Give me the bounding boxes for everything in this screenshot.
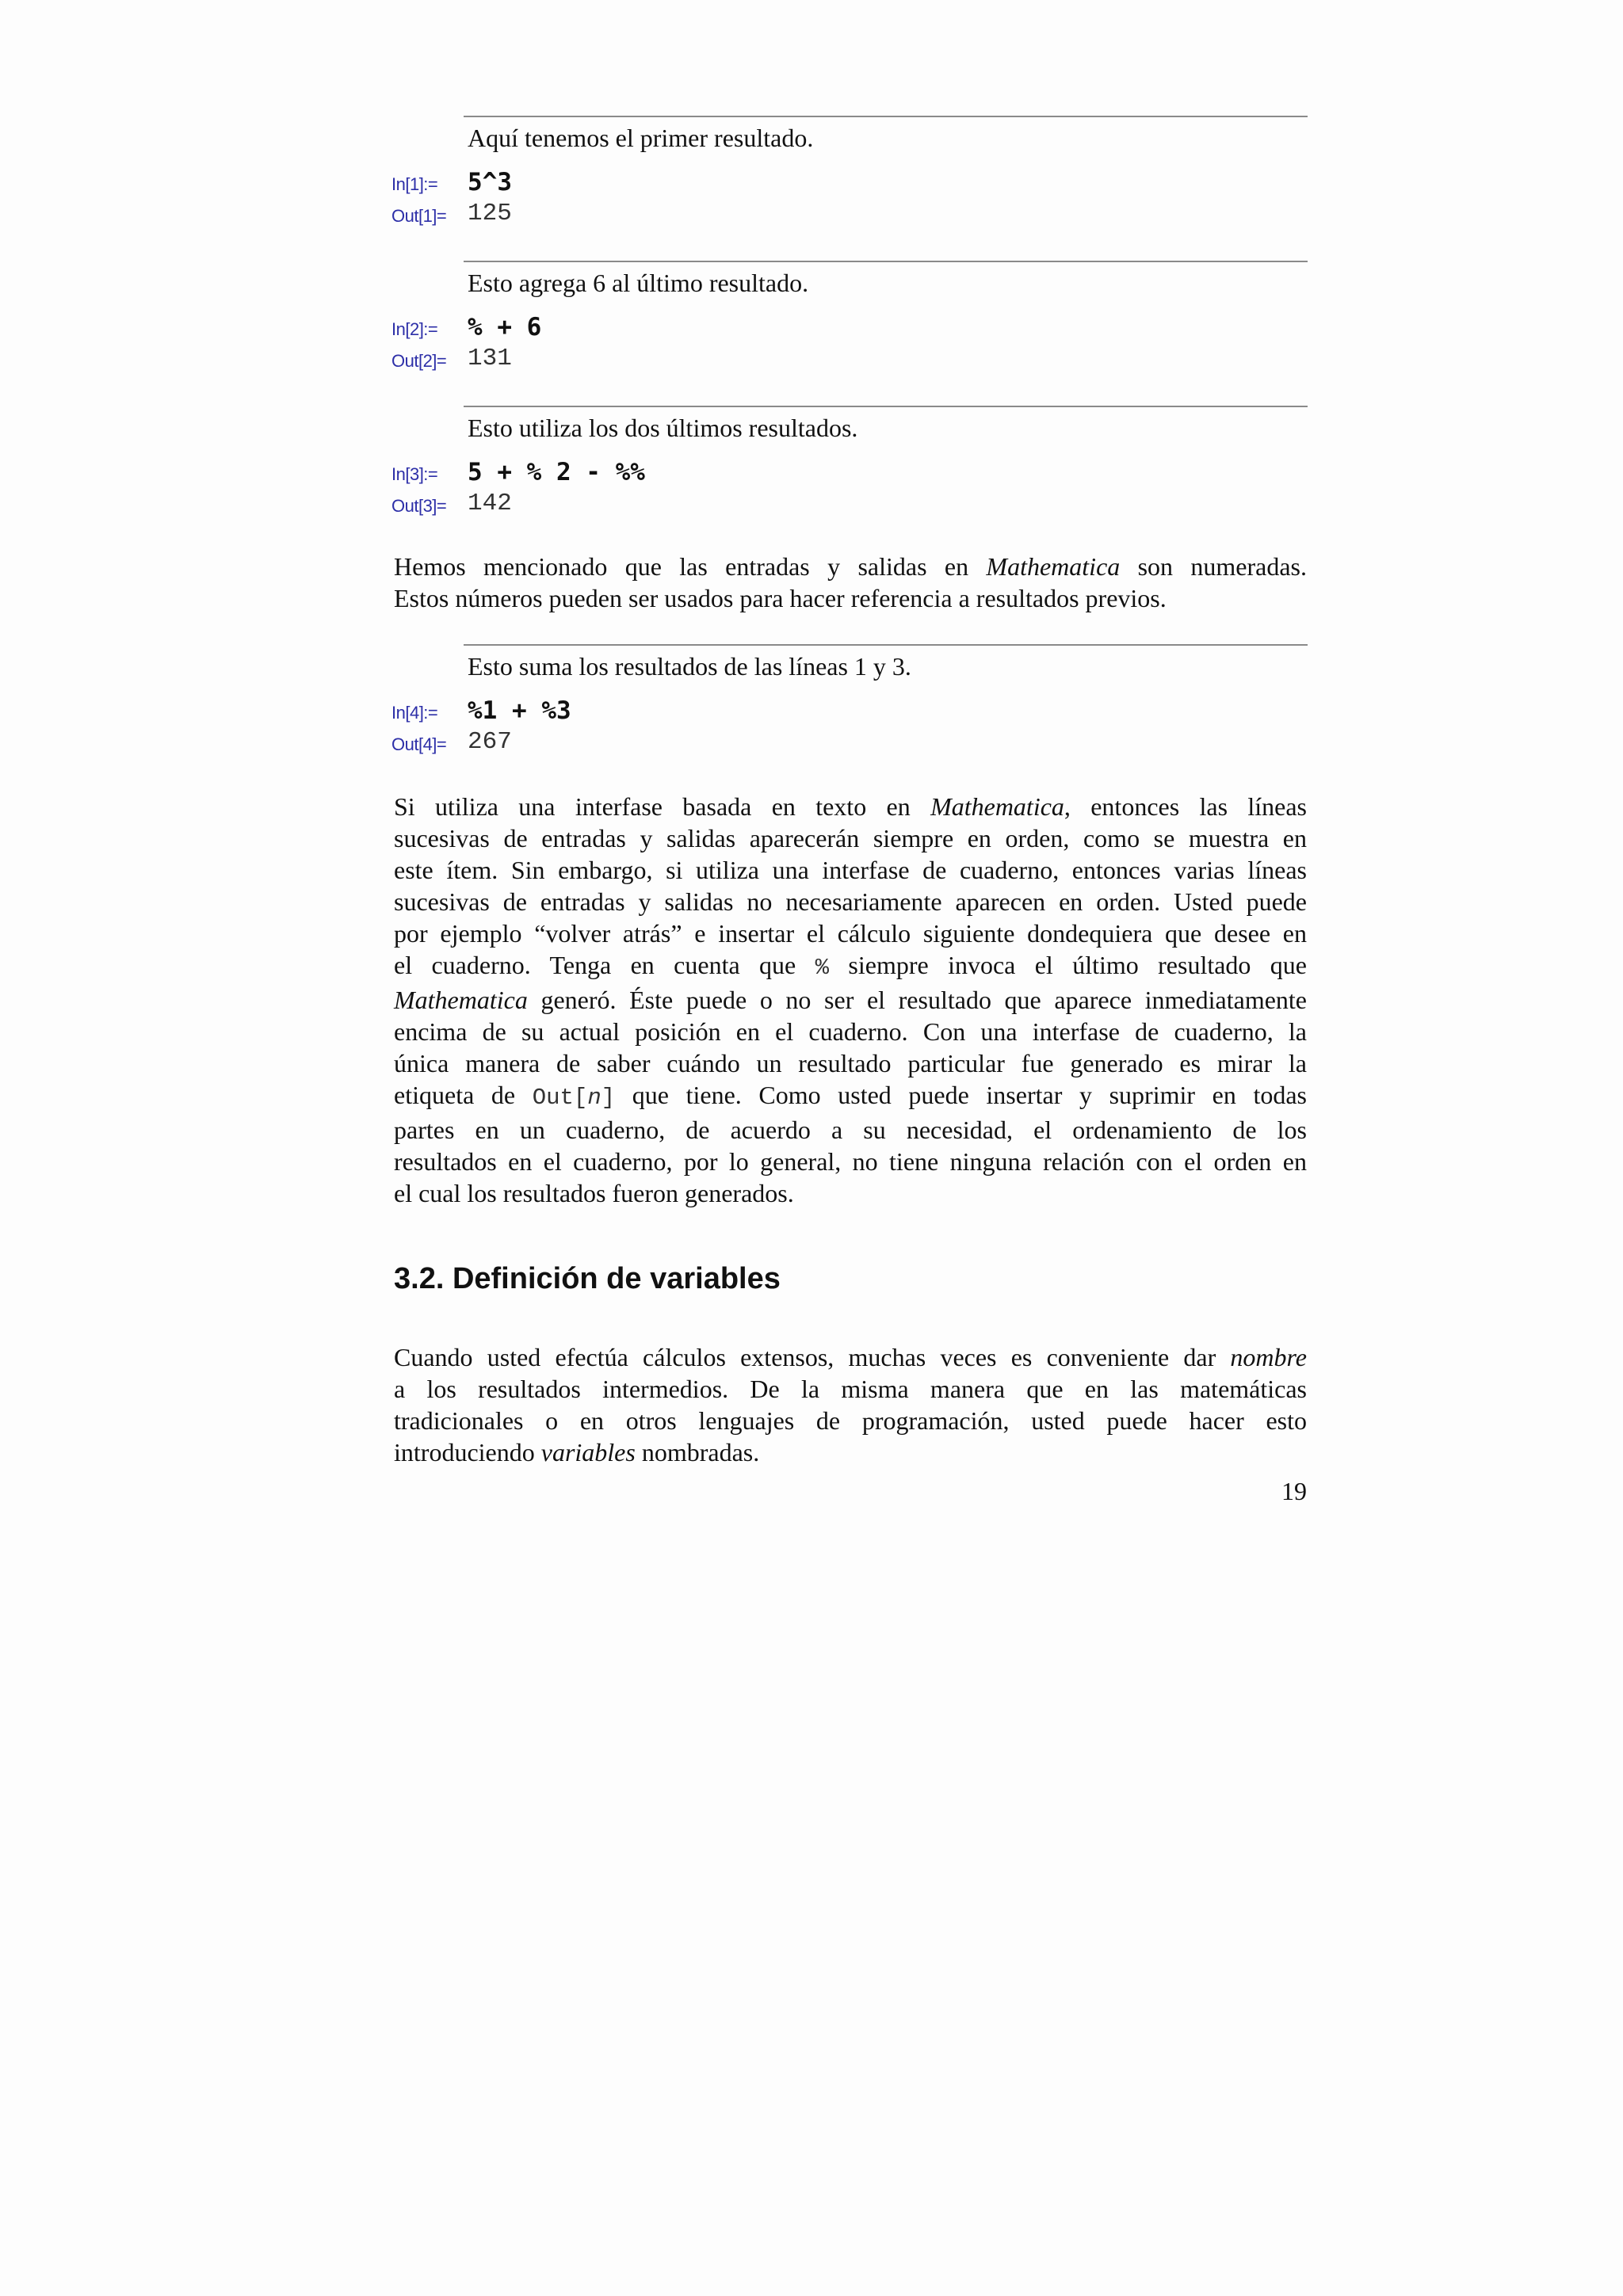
input-code: 5^3 <box>468 168 512 196</box>
input-code: % + 6 <box>468 313 542 341</box>
text-run: etiqueta de <box>394 1081 533 1109</box>
text-run: el cuaderno. Tenga en cuenta que <box>394 951 815 979</box>
page-number: 19 <box>1281 1477 1307 1505</box>
cell-caption: Esto utiliza los dos últimos resultados. <box>468 414 858 442</box>
code-italic-n: n <box>587 1085 601 1111</box>
text-line: única manera de saber cuándo un resultado particular fue generado es mirar la <box>394 1049 1307 1077</box>
input-label: In[3]:= <box>391 464 438 484</box>
notebook-cell-1 <box>388 116 1308 235</box>
text-line: encima de su actual posición en el cuaderno. Con una interfase de cuaderno, la <box>394 1017 1307 1046</box>
section-heading: 3.2. Definición de variables <box>394 1262 781 1295</box>
inline-code: % <box>815 955 830 981</box>
text-run: Hemos mencionado que las entradas y salidas en <box>394 552 987 581</box>
body-paragraph-2 <box>394 791 1307 1209</box>
output-value: 142 <box>468 490 512 517</box>
input-code: %1 + %3 <box>468 696 571 725</box>
output-label: Out[2]= <box>391 351 447 371</box>
text-line: resultados en el cuaderno, por lo general, no tiene ninguna relación con el orden en <box>394 1147 1307 1176</box>
cell-caption: Aquí tenemos el primer resultado. <box>468 124 814 152</box>
text-line: por ejemplo “volver atrás” e insertar el cálculo siguiente dondequiera que desee en <box>394 919 1307 948</box>
input-row <box>388 166 1308 198</box>
italic-term: Mathematica <box>394 986 528 1014</box>
text-line: sucesivas de entradas y salidas no necesariamente aparecen en orden. Usted puede <box>394 887 1307 916</box>
text-run: , entonces las líneas <box>1064 792 1308 821</box>
input-code: 5 + % 2 - %% <box>468 458 645 486</box>
code-part: ] <box>601 1085 616 1111</box>
cell-caption: Esto agrega 6 al último resultado. <box>468 269 809 297</box>
body-paragraph-1 <box>394 551 1307 614</box>
output-label: Out[3]= <box>391 496 447 516</box>
input-row <box>388 456 1308 488</box>
notebook-cell-4 <box>388 644 1308 763</box>
text-line: sucesivas de entradas y salidas aparecerán siempre en orden, como se muestra en <box>394 824 1307 852</box>
text-run: son numeradas. <box>1120 552 1308 581</box>
italic-term: Mathematica <box>930 792 1064 821</box>
output-row <box>388 343 1308 375</box>
text-run: que tiene. Como usted puede insertar y suprimir en todas <box>615 1081 1308 1109</box>
italic-term: variables <box>540 1438 636 1466</box>
text-line: Estos números pueden ser usados para hacer referencia a resultados previos. <box>394 584 1167 612</box>
text-line: este ítem. Sin embargo, si utiliza una interfase de cuaderno, entonces varias líneas <box>394 856 1307 884</box>
notebook-cell-3 <box>388 406 1308 524</box>
cell-caption: Esto suma los resultados de las líneas 1 y 3. <box>468 652 911 681</box>
italic-term: Mathematica <box>986 552 1121 581</box>
input-label: In[4]:= <box>391 703 438 723</box>
output-label: Out[4]= <box>391 734 447 754</box>
output-value: 267 <box>468 728 512 756</box>
notebook-cell-2 <box>388 261 1308 379</box>
cell-divider <box>464 406 1308 407</box>
italic-term: nombre <box>1230 1343 1307 1371</box>
text-run: introduciendo <box>394 1438 541 1466</box>
text-run: Si utiliza una interfase basada en texto en <box>394 792 931 821</box>
cell-divider <box>464 116 1308 117</box>
output-row <box>388 727 1308 758</box>
output-value: 125 <box>468 200 512 227</box>
text-run: Cuando usted efectúa cálculos extensos, muchas veces es conveniente dar <box>394 1343 1231 1371</box>
text-run: generó. Éste puede o no ser el resultado que aparece inmediatamente <box>527 986 1307 1014</box>
code-part: Out[ <box>532 1085 588 1111</box>
output-label: Out[1]= <box>391 206 447 226</box>
input-row <box>388 695 1308 727</box>
input-label: In[1]:= <box>391 174 438 194</box>
body-paragraph-3 <box>394 1341 1307 1468</box>
cell-divider <box>464 644 1308 646</box>
inline-code <box>533 1085 615 1111</box>
cell-divider <box>464 261 1308 262</box>
output-value: 131 <box>468 345 512 372</box>
text-line: partes en un cuaderno, de acuerdo a su necesidad, el ordenamiento de los <box>394 1116 1307 1144</box>
text-line: tradicionales o en otros lenguajes de programación, usted puede hacer esto <box>394 1406 1307 1435</box>
input-label: In[2]:= <box>391 319 438 339</box>
output-row <box>388 198 1308 230</box>
text-line: el cual los resultados fueron generados. <box>394 1179 794 1207</box>
output-row <box>388 488 1308 520</box>
text-run: siempre invoca el último resultado que <box>829 951 1308 979</box>
text-run: nombradas. <box>635 1438 760 1466</box>
text-line: a los resultados intermedios. De la misma manera que en las matemáticas <box>394 1375 1307 1403</box>
input-row <box>388 311 1308 343</box>
